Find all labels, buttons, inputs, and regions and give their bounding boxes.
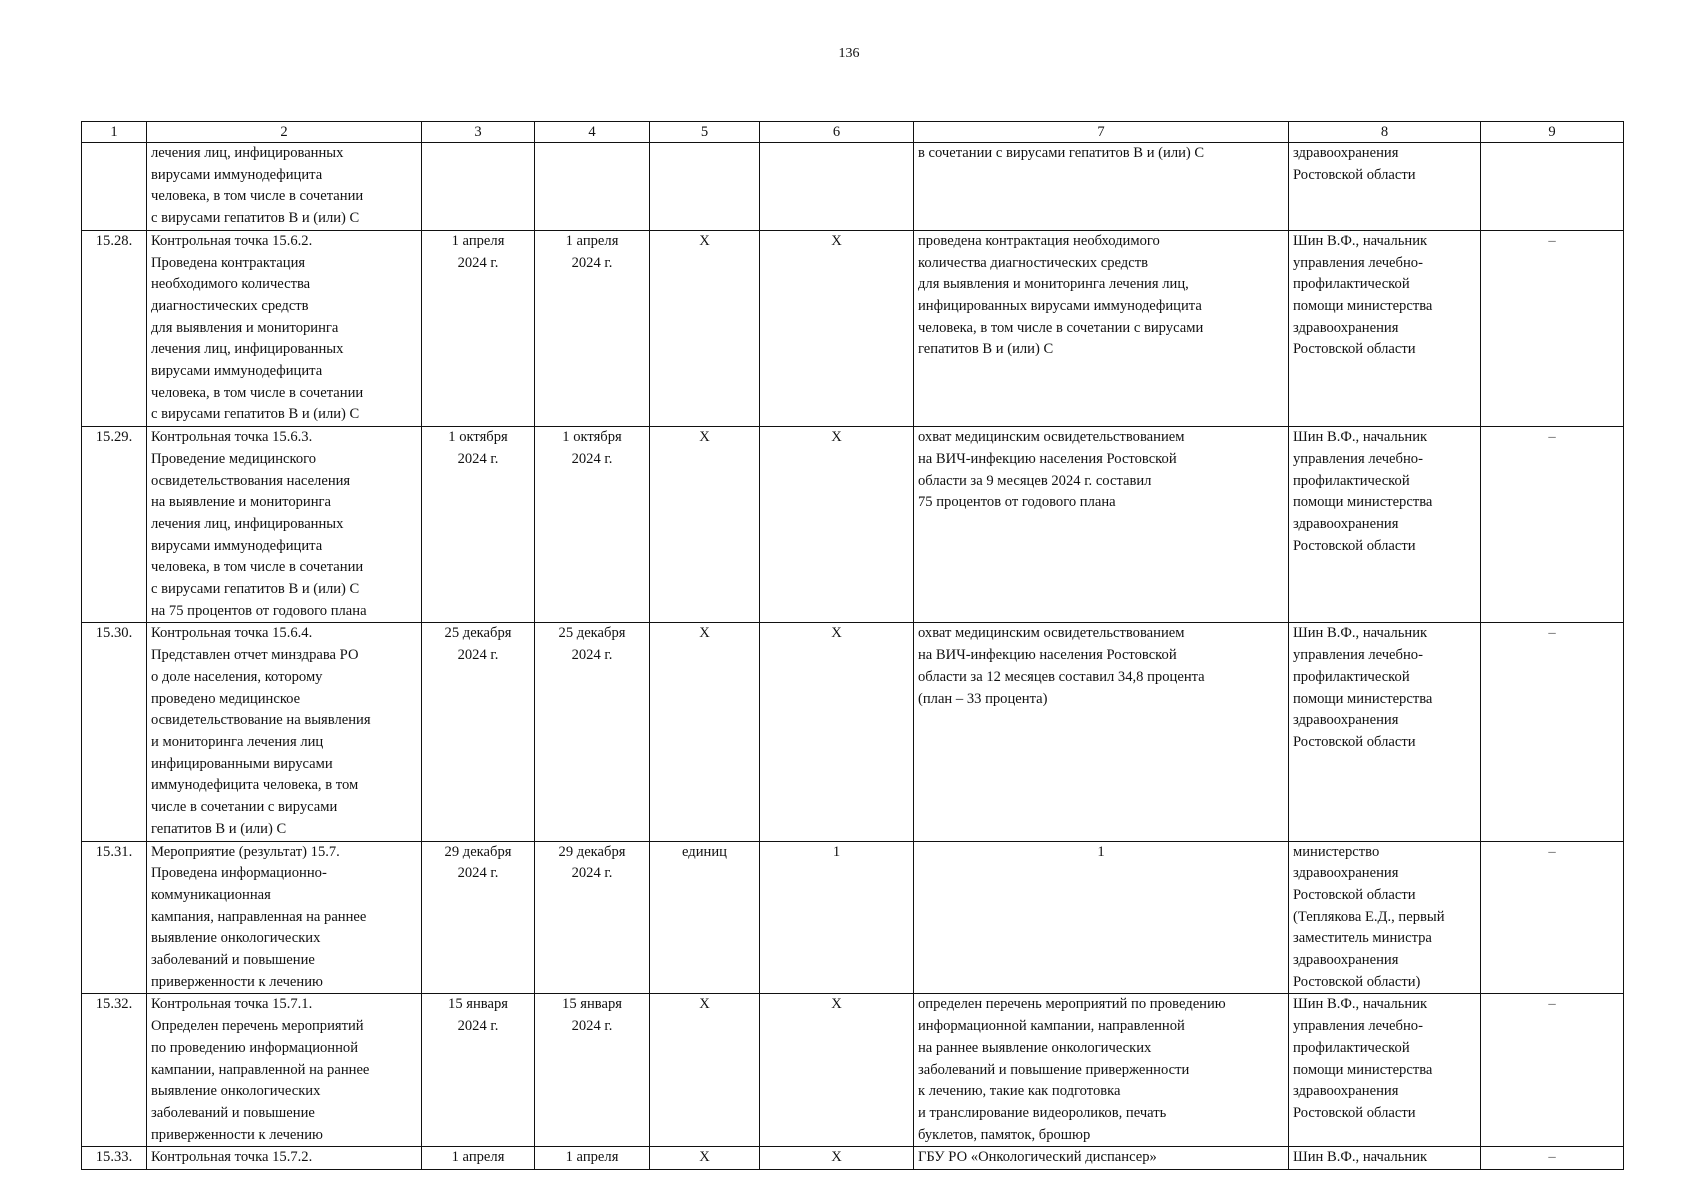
plan-value xyxy=(760,143,914,231)
result: ГБУ РО «Онкологический диспансер» xyxy=(914,1147,1289,1170)
unit: X xyxy=(650,427,760,623)
note: – xyxy=(1481,230,1624,426)
header-cell: 8 xyxy=(1289,122,1481,143)
end-date: 1 октября 2024 г. xyxy=(535,427,650,623)
unit: X xyxy=(650,1147,760,1170)
result: охват медицинским освидетельствованием на ВИЧ-инфекцию населения Ростовской области за 9 месяцев 2024 г. составил 75 процентов от годового плана xyxy=(914,427,1289,623)
note: – xyxy=(1481,427,1624,623)
table-row xyxy=(82,143,1624,231)
row-number: 15.32. xyxy=(82,994,147,1147)
event-name: лечения лиц, инфицированных вирусами иммунодефицита человека, в том числе в сочетании с вирусами гепатитов B и (или) C xyxy=(147,143,422,231)
page-number: 136 xyxy=(838,46,860,61)
event-name: Контрольная точка 15.7.2. xyxy=(147,1147,422,1170)
plan-value: X xyxy=(760,230,914,426)
note: – xyxy=(1481,623,1624,841)
note: – xyxy=(1481,1147,1624,1170)
event-name: Мероприятие (результат) 15.7. Проведена информационно- коммуникационная кампания, направленная на раннее выявление онкологических заболеваний и повышение приверженности к лечению xyxy=(147,841,422,994)
unit xyxy=(650,143,760,231)
end-date: 15 января 2024 г. xyxy=(535,994,650,1147)
header-cell: 6 xyxy=(760,122,914,143)
table-row xyxy=(82,230,1624,426)
plan-value: X xyxy=(760,994,914,1147)
start-date: 29 декабря 2024 г. xyxy=(422,841,535,994)
plan-value: 1 xyxy=(760,841,914,994)
start-date: 1 октября 2024 г. xyxy=(422,427,535,623)
event-name: Контрольная точка 15.7.1. Определен перечень мероприятий по проведению информационной кампании, направленной на раннее выявление онкологических заболеваний и повышение приверженности к лечению xyxy=(147,994,422,1147)
event-name: Контрольная точка 15.6.3. Проведение медицинского освидетельствования населения на выявление и мониторинга лечения лиц, инфицированных вирусами иммунодефицита человека, в том числе в сочетании с вирусами гепатитов B и (или) C на 75 процентов от годового плана xyxy=(147,427,422,623)
note: – xyxy=(1481,841,1624,994)
unit: единиц xyxy=(650,841,760,994)
header-cell: 1 xyxy=(82,122,147,143)
table-row xyxy=(82,994,1624,1147)
event-name: Контрольная точка 15.6.2. Проведена контрактация необходимого количества диагностических средств для выявления и мониторинга лечения лиц, инфицированных вирусами иммунодефицита человека, в том числе в сочетании с вирусами гепатитов B и (или) C xyxy=(147,230,422,426)
unit: X xyxy=(650,994,760,1147)
responsible: Шин В.Ф., начальник управления лечебно- профилактической помощи министерства здравоохранения Ростовской области xyxy=(1289,427,1481,623)
row-number: 15.33. xyxy=(82,1147,147,1170)
responsible: Шин В.Ф., начальник управления лечебно- профилактической помощи министерства здравоохранения Ростовской области xyxy=(1289,994,1481,1147)
start-date xyxy=(422,143,535,231)
result: определен перечень мероприятий по проведению информационной кампании, направленной на раннее выявление онкологических заболеваний и повышение приверженности к лечению, такие как подготовка и транслирование видеороликов, печать буклетов, памяток, брошюр xyxy=(914,994,1289,1147)
table-row xyxy=(82,1147,1624,1170)
header-cell: 3 xyxy=(422,122,535,143)
start-date: 1 апреля 2024 г. xyxy=(422,230,535,426)
row-number: 15.31. xyxy=(82,841,147,994)
responsible: Шин В.Ф., начальник управления лечебно- профилактической помощи министерства здравоохранения Ростовской области xyxy=(1289,230,1481,426)
unit: X xyxy=(650,230,760,426)
row-number: 15.30. xyxy=(82,623,147,841)
responsible: Шин В.Ф., начальник xyxy=(1289,1147,1481,1170)
table-row xyxy=(82,623,1624,841)
end-date: 1 апреля xyxy=(535,1147,650,1170)
result: охват медицинским освидетельствованием на ВИЧ-инфекцию населения Ростовской области за 12 месяцев составил 34,8 процента (план – 33 процента) xyxy=(914,623,1289,841)
table-row xyxy=(82,841,1624,994)
activity-table xyxy=(81,121,1624,1170)
header-cell: 2 xyxy=(147,122,422,143)
start-date: 25 декабря 2024 г. xyxy=(422,623,535,841)
header-row xyxy=(82,122,1624,143)
header-cell: 9 xyxy=(1481,122,1624,143)
result: в сочетании с вирусами гепатитов B и (или) C xyxy=(914,143,1289,231)
row-number: 15.29. xyxy=(82,427,147,623)
responsible: министерство здравоохранения Ростовской области (Теплякова Е.Д., первый заместитель министра здравоохранения Ростовской области) xyxy=(1289,841,1481,994)
header-cell: 5 xyxy=(650,122,760,143)
plan-value: X xyxy=(760,623,914,841)
end-date: 29 декабря 2024 г. xyxy=(535,841,650,994)
header-cell: 7 xyxy=(914,122,1289,143)
start-date: 1 апреля xyxy=(422,1147,535,1170)
row-number xyxy=(82,143,147,231)
event-name: Контрольная точка 15.6.4. Представлен отчет минздрава РО о доле населения, которому проведено медицинское освидетельствование на выявления и мониторинга лечения лиц инфицированными вирусами иммунодефицита человека, в том числе в сочетании с вирусами гепатитов B и (или) C xyxy=(147,623,422,841)
plan-value: X xyxy=(760,427,914,623)
note xyxy=(1481,143,1624,231)
row-number: 15.28. xyxy=(82,230,147,426)
start-date: 15 января 2024 г. xyxy=(422,994,535,1147)
responsible: Шин В.Ф., начальник управления лечебно- профилактической помощи министерства здравоохранения Ростовской области xyxy=(1289,623,1481,841)
end-date: 1 апреля 2024 г. xyxy=(535,230,650,426)
unit: X xyxy=(650,623,760,841)
result: проведена контрактация необходимого количества диагностических средств для выявления и мониторинга лечения лиц, инфицированных вирусами иммунодефицита человека, в том числе в сочетании с вирусами гепатитов B и (или) C xyxy=(914,230,1289,426)
note: – xyxy=(1481,994,1624,1147)
end-date: 25 декабря 2024 г. xyxy=(535,623,650,841)
end-date xyxy=(535,143,650,231)
result: 1 xyxy=(914,841,1289,994)
responsible: здравоохранения Ростовской области xyxy=(1289,143,1481,231)
table-row xyxy=(82,427,1624,623)
plan-value: X xyxy=(760,1147,914,1170)
header-cell: 4 xyxy=(535,122,650,143)
